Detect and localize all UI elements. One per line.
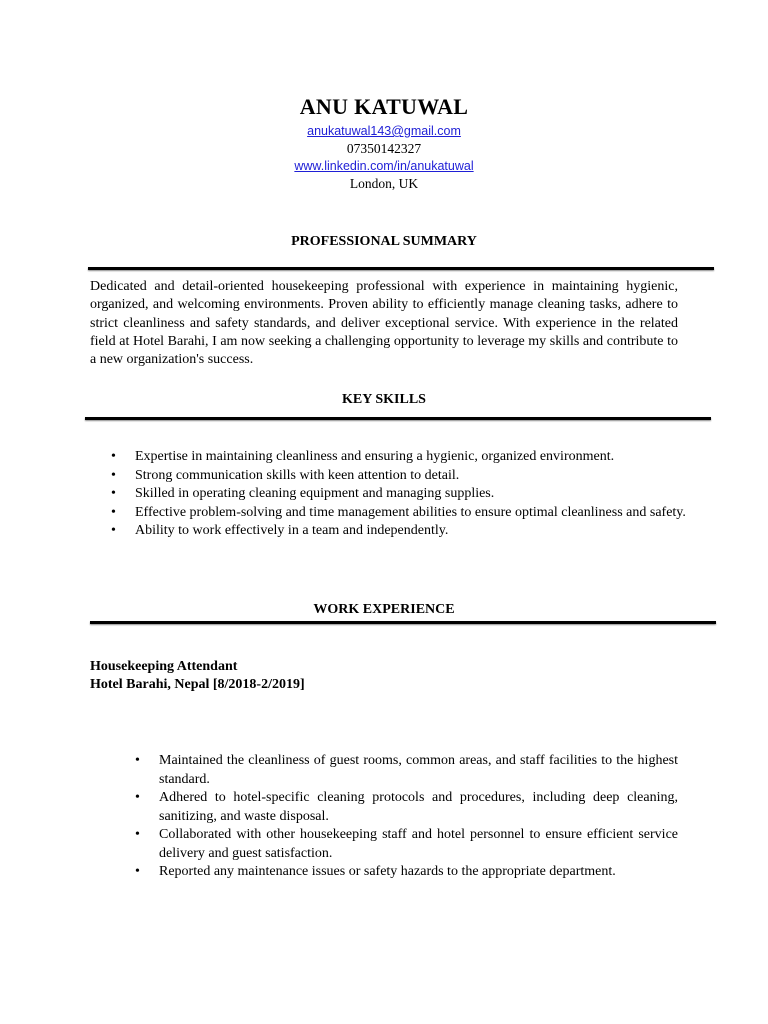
list-item <box>135 863 678 882</box>
list-item <box>135 826 678 863</box>
employer-and-dates: Hotel Barahi, Nepal [8/2018-2/2019] <box>90 677 305 692</box>
skills-list <box>111 448 691 541</box>
bullet-icon: • <box>111 504 116 520</box>
bullet-icon: • <box>111 449 116 464</box>
list-item <box>111 504 691 523</box>
skill-text: Effective problem-solving and time management abilities to ensure optimal cleanliness and safety. <box>135 504 686 520</box>
job-title: Housekeeping Attendant <box>90 659 238 674</box>
skill-text: Ability to work effectively in a team and independently. <box>135 523 449 538</box>
bullet-icon: • <box>135 827 140 842</box>
duty-text: Collaborated with other housekeeping staff and hotel personnel to ensure efficient service delivery and guest satisfaction. <box>159 827 678 861</box>
list-item <box>111 522 691 541</box>
job-block <box>90 658 305 694</box>
skills-heading: KEY SKILLS <box>342 392 426 407</box>
bullet-icon: • <box>135 790 140 805</box>
list-item <box>135 752 678 789</box>
location: London, UK <box>349 176 419 191</box>
bullet-icon: • <box>111 523 116 538</box>
bullet-icon: • <box>111 467 116 483</box>
resume-header <box>0 92 768 192</box>
duties-list <box>135 752 678 882</box>
list-item <box>111 467 691 486</box>
skill-text: Expertise in maintaining cleanliness and ensuring a hygienic, organized environment. <box>135 449 615 464</box>
bullet-icon: • <box>135 864 140 879</box>
summary-divider <box>88 267 714 270</box>
summary-heading: PROFESSIONAL SUMMARY <box>291 234 477 249</box>
email-link[interactable]: anukatuwal143@gmail.com <box>307 124 461 138</box>
list-item <box>111 448 691 467</box>
experience-divider <box>90 621 716 624</box>
linkedin-link[interactable]: www.linkedin.com/in/anukatuwal <box>294 159 474 173</box>
skill-text: Strong communication skills with keen attention to detail. <box>135 467 460 483</box>
candidate-name: ANU KATUWAL <box>299 94 469 119</box>
skill-text: Skilled in operating cleaning equipment and managing supplies. <box>135 486 495 501</box>
bullet-icon: • <box>111 486 116 501</box>
skills-divider <box>85 417 711 420</box>
duty-text: Reported any maintenance issues or safety hazards to the appropriate department. <box>159 864 616 879</box>
list-item <box>135 789 678 826</box>
list-item <box>111 485 691 504</box>
duty-text: Adhered to hotel-specific cleaning protocols and procedures, including deep cleaning, sanitizing, and waste disposal. <box>159 790 678 824</box>
experience-heading: WORK EXPERIENCE <box>313 602 455 617</box>
duty-text: Maintained the cleanliness of guest rooms, common areas, and staff facilities to the highest standard. <box>159 753 678 787</box>
bullet-icon: • <box>135 753 140 768</box>
summary-text: Dedicated and detail-oriented housekeeping professional with experience in maintaining hygienic, organized, and welcoming environments. Proven ability to efficiently manage cleaning tasks, adhere to strict cleanliness and safety standards, and deliver exceptional service. With experience in the related field at Hotel Barahi, I am now seeking a challenging opportunity to leverage my skills and contribute to a new organization's success. <box>90 279 678 368</box>
phone-number: 07350142327 <box>346 141 422 156</box>
